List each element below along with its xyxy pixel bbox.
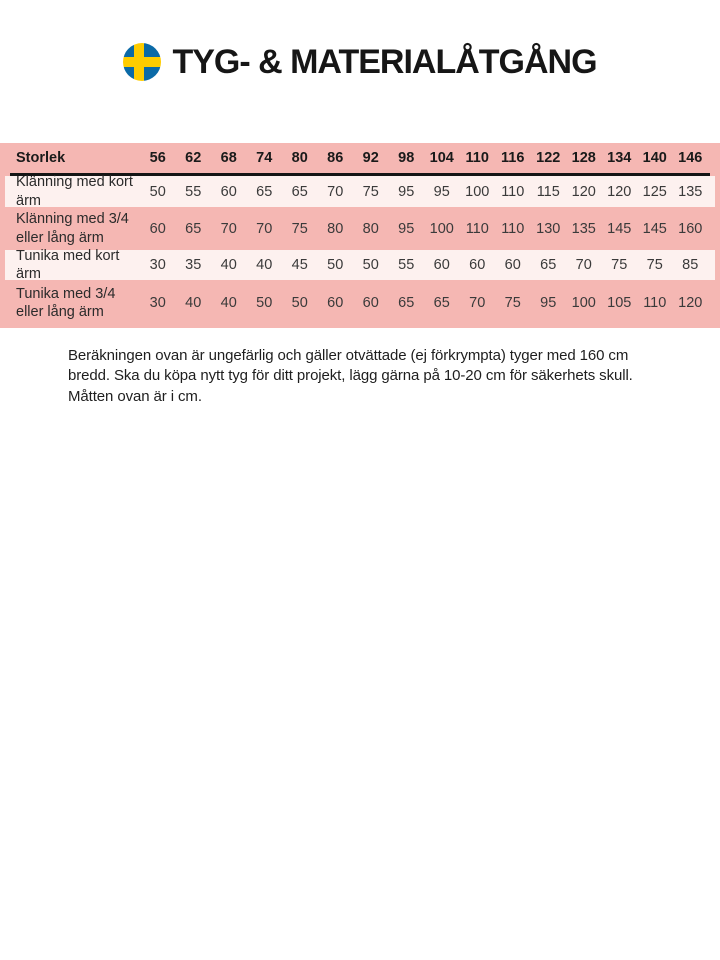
size-column-header: 62 <box>185 150 202 166</box>
fabric-value: 110 <box>501 220 525 237</box>
table-row <box>0 176 720 207</box>
fabric-value: 65 <box>256 183 273 200</box>
size-column-header: 80 <box>291 150 308 166</box>
fabric-value: 30 <box>149 295 166 311</box>
fabric-value: 35 <box>185 257 202 273</box>
size-column-header: 122 <box>536 150 561 166</box>
fabric-value: 55 <box>185 183 202 200</box>
fabric-value: 120 <box>678 295 703 311</box>
fabric-value: 95 <box>398 220 415 237</box>
fabric-value: 65 <box>398 295 415 311</box>
fabric-value: 125 <box>642 183 667 200</box>
fabric-value: 70 <box>327 183 344 200</box>
size-header-values <box>140 143 720 173</box>
size-column-header: 86 <box>327 150 344 166</box>
fabric-value: 120 <box>571 183 596 200</box>
fabric-value: 75 <box>611 257 628 273</box>
fabric-value: 75 <box>504 295 521 311</box>
fabric-value: 55 <box>398 257 415 273</box>
fabric-value: 30 <box>149 257 166 273</box>
fabric-value: 40 <box>220 295 237 311</box>
row-values <box>140 250 720 280</box>
swedish-flag-icon <box>123 43 161 81</box>
fabric-value: 110 <box>643 295 667 311</box>
size-column-header: 98 <box>398 150 415 166</box>
fabric-value: 65 <box>433 295 450 311</box>
size-column-header: 74 <box>256 150 273 166</box>
fabric-value: 45 <box>291 257 308 273</box>
fabric-value: 100 <box>429 220 454 237</box>
fabric-value: 65 <box>540 257 557 273</box>
table-header-row <box>0 143 720 173</box>
fabric-value: 60 <box>433 257 450 273</box>
size-column-header: 56 <box>149 150 166 166</box>
fabric-value: 135 <box>678 183 703 200</box>
garment-label: Tunika med 3/4 eller lång ärm <box>16 285 116 320</box>
fabric-value: 75 <box>291 220 308 237</box>
fabric-value: 80 <box>362 220 379 237</box>
size-column-header: 134 <box>607 150 632 166</box>
fabric-value: 95 <box>398 183 415 200</box>
row-values <box>140 280 720 326</box>
fabric-value: 65 <box>291 183 308 200</box>
fabric-value: 100 <box>571 295 596 311</box>
fabric-value: 70 <box>256 220 273 237</box>
size-column-header: 116 <box>501 150 525 166</box>
row-values <box>140 176 720 207</box>
fabric-value: 105 <box>607 295 632 311</box>
size-column-header: 68 <box>220 150 237 166</box>
size-header-label: Storlek <box>16 149 66 166</box>
fabric-value: 50 <box>362 257 379 273</box>
fabric-value: 50 <box>149 183 166 200</box>
size-column-header: 140 <box>642 150 667 166</box>
fabric-value: 110 <box>465 220 489 237</box>
fabric-value: 85 <box>682 257 699 273</box>
fabric-value: 95 <box>433 183 450 200</box>
size-column-header: 146 <box>678 150 703 166</box>
fabric-value: 160 <box>678 220 703 237</box>
fabric-value: 40 <box>220 257 237 273</box>
garment-label: Klänning med kort ärm <box>16 174 133 209</box>
size-column-header: 92 <box>362 150 379 166</box>
fabric-value: 70 <box>469 295 486 311</box>
fabric-value: 110 <box>501 183 525 200</box>
fabric-value: 60 <box>504 257 521 273</box>
size-column-header: 128 <box>571 150 596 166</box>
fabric-value: 70 <box>220 220 237 237</box>
fabric-value: 60 <box>220 183 237 200</box>
table-row <box>0 247 720 282</box>
fabric-value: 120 <box>607 183 632 200</box>
fabric-value: 60 <box>149 220 166 237</box>
note-paragraph: Beräkningen ovan är ungefärlig och gäller otvättade (ej förkrympta) tyger med 160 cm bredd. Ska du köpa nytt tyg för ditt projekt, lägg gärna på 10-20 cm för säkerhets skull. Måtten ovan är i cm. <box>68 347 633 405</box>
fabric-value: 60 <box>362 295 379 311</box>
size-column-header: 104 <box>429 150 454 166</box>
fabric-value: 115 <box>536 183 560 200</box>
page-title: TYG- & MATERIALÅTGÅNG <box>172 42 597 81</box>
fabric-value: 135 <box>571 220 596 237</box>
fabric-value: 95 <box>540 295 557 311</box>
fabric-value: 75 <box>646 257 663 273</box>
fabric-value: 60 <box>327 295 344 311</box>
fabric-value: 100 <box>465 183 490 200</box>
table-row <box>0 280 720 326</box>
fabric-value: 40 <box>256 257 273 273</box>
fabric-value: 145 <box>607 220 632 237</box>
table-row <box>0 207 720 250</box>
fabric-value: 70 <box>575 257 592 273</box>
fabric-value: 65 <box>185 220 202 237</box>
fabric-value: 40 <box>185 295 202 311</box>
fabric-value: 80 <box>327 220 344 237</box>
fabric-value: 60 <box>469 257 486 273</box>
fabric-value: 130 <box>536 220 561 237</box>
fabric-value: 50 <box>256 295 273 311</box>
fabric-value: 50 <box>291 295 308 311</box>
fabric-value: 145 <box>642 220 667 237</box>
row-values <box>140 207 720 250</box>
page-header <box>0 40 720 84</box>
fabric-value: 75 <box>362 183 379 200</box>
garment-label: Tunika med kort ärm <box>16 247 120 282</box>
fabric-value: 50 <box>327 257 344 273</box>
size-column-header: 110 <box>465 150 489 166</box>
garment-label: Klänning med 3/4 eller lång ärm <box>16 211 129 246</box>
fabric-requirements-table <box>0 143 720 328</box>
